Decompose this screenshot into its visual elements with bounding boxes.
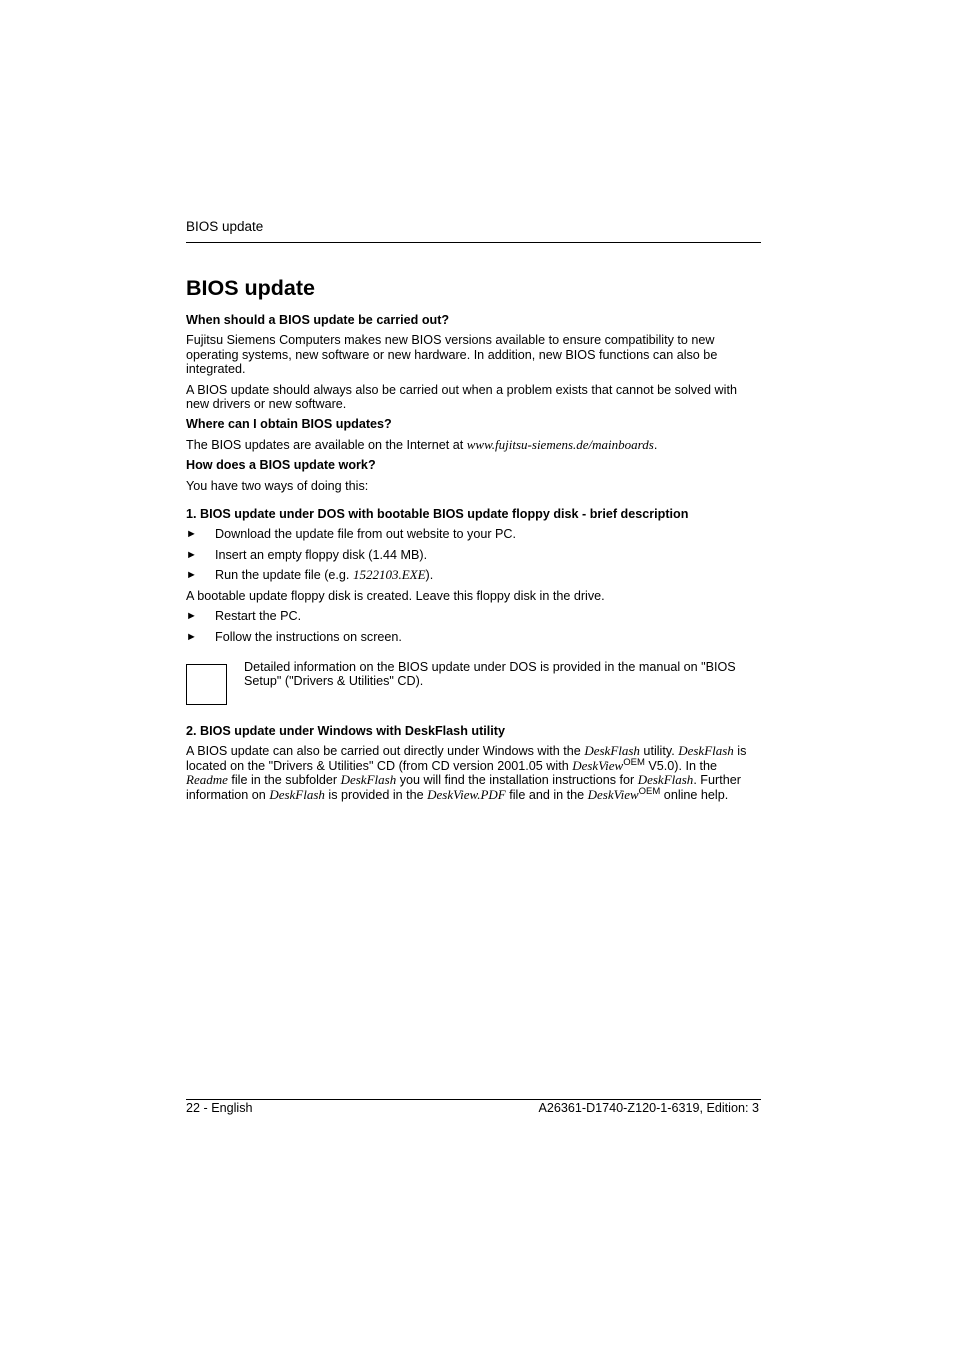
heading-dos: 1. BIOS update under DOS with bootable BIOS update floppy disk - brief description: [186, 507, 689, 522]
list-item: ► Run the update file (e.g. 1522103.EXE).: [186, 567, 434, 583]
note-icon: [186, 664, 227, 705]
list-item: ► Download the update file from out website to your PC.: [186, 527, 517, 542]
arrow-bullet-icon: ►: [186, 528, 197, 541]
footer-rule: [186, 1099, 761, 1100]
paragraph-how: You have two ways of doing this:: [186, 478, 369, 493]
heading-where: Where can I obtain BIOS updates?: [186, 417, 392, 432]
note-text: Detailed information on the BIOS update under DOS is provided in the manual on "BIOS Setup" ("Drivers & Utilities" CD).: [244, 659, 736, 689]
note: [186, 660, 761, 710]
list-item: ► Restart the PC.: [186, 609, 302, 624]
list-item: ► Insert an empty floppy disk (1.44 MB).: [186, 547, 428, 562]
paragraph-windows: A BIOS update can also be carried out directly under Windows with the DeskFlash utility. DeskFlash is located on the "Drivers & Utilities" CD (from CD version 2001.05 with DeskView$^{OEM}$ V5.0). In the Readme file in the subfolder DeskFlash you will find the installation instructions for DeskFlash. Further information on DeskFlash is provided in the DeskView.PDF file and in the DeskView$^{OEM}$ online help.: [186, 743, 747, 802]
list-item: ► Follow the instructions on screen.: [186, 629, 402, 644]
header-rule: [186, 242, 761, 243]
arrow-bullet-icon: ►: [186, 569, 197, 582]
arrow-bullet-icon: ►: [186, 548, 197, 561]
heading-windows: 2. BIOS update under Windows with DeskFlash utility: [186, 723, 505, 738]
page-title: BIOS update: [186, 276, 316, 300]
paragraph-where: The BIOS updates are available on the Internet at www.fujitsu-siemens.de/mainboards.: [186, 436, 658, 452]
paragraph-when-1: Fujitsu Siemens Computers makes new BIOS versions available to ensure compatibility to new operating systems, new software or new hardware. In addition, new BIOS functions can also be integrated.: [186, 333, 718, 377]
url-link[interactable]: www.fujitsu-siemens.de/mainboards: [466, 436, 654, 452]
arrow-bullet-icon: ►: [186, 610, 197, 623]
arrow-bullet-icon: ►: [186, 630, 197, 643]
paragraph-when-2: A BIOS update should always also be carried out when a problem exists that cannot be solved with new drivers or new software.: [186, 382, 737, 412]
paragraph-dos-middle: A bootable update floppy disk is created. Leave this floppy disk in the drive.: [186, 588, 605, 603]
heading-how: How does a BIOS update work?: [186, 458, 376, 473]
heading-when: When should a BIOS update be carried out?: [186, 313, 450, 327]
footer-page-number: 22 - English: [186, 1101, 253, 1115]
footer-document-id: A26361-D1740-Z120-1-6319, Edition: 3: [538, 1101, 759, 1115]
running-header: BIOS update: [186, 219, 264, 234]
page-content: [186, 275, 761, 802]
